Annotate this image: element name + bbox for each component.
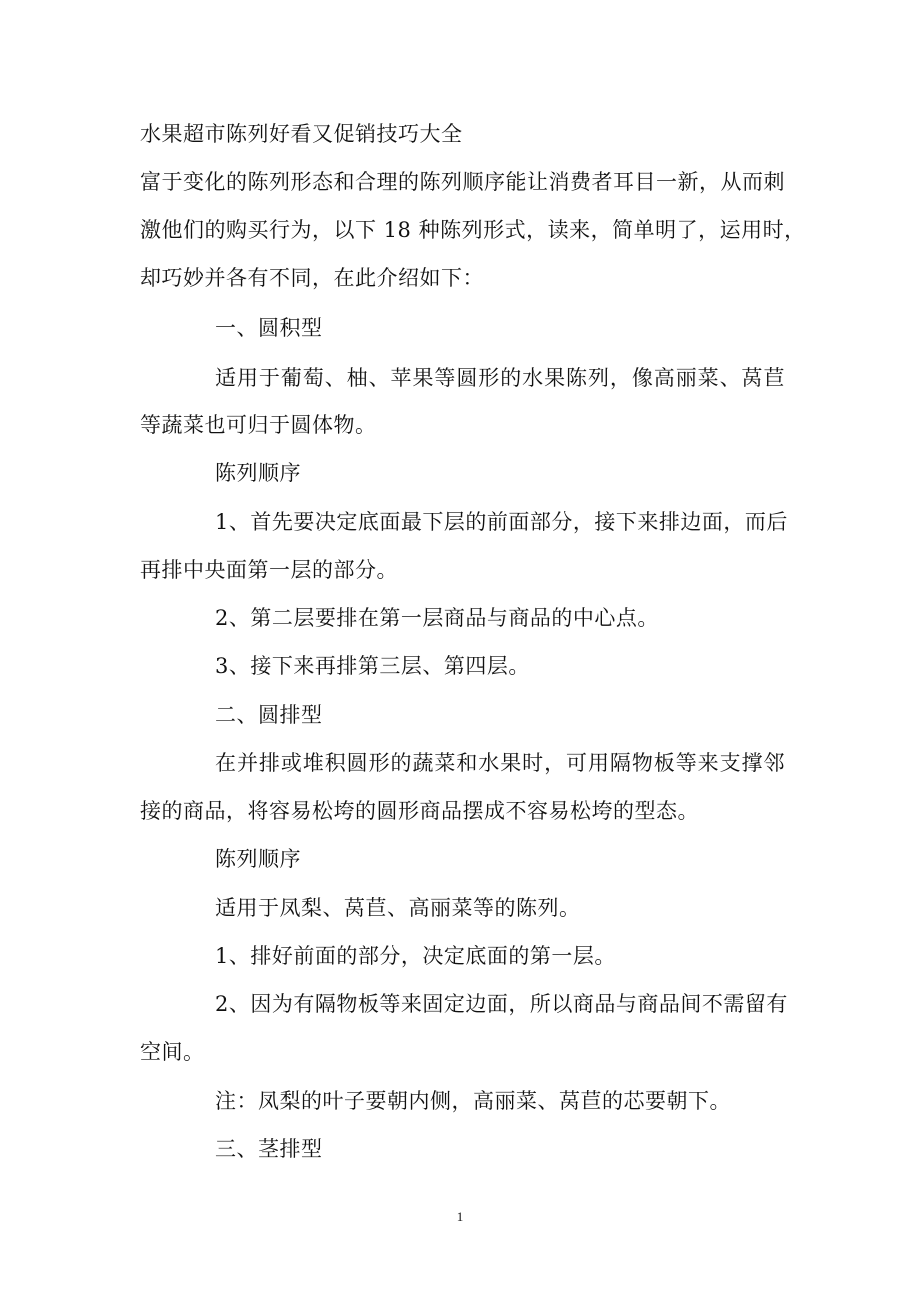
page-number: 1 xyxy=(456,1209,464,1224)
section-2-order-heading: 陈列顺序 xyxy=(215,847,301,871)
document-title: 水果超市陈列好看又促销技巧大全 xyxy=(140,122,463,146)
section-2-desc-line-1: 在并排或堆积圆形的蔬菜和水果时，可用隔物板等来支撑邻 xyxy=(215,751,785,775)
section-1-order-heading: 陈列顺序 xyxy=(215,461,301,485)
section-1-desc-line-1: 适用于葡萄、柚、苹果等圆形的水果陈列，像高丽菜、莴苣 xyxy=(215,366,785,390)
section-1-step-3: 3、接下来再排第三层、第四层。 xyxy=(215,654,530,678)
intro-line-2: 激他们的购买行为，以下 18 种陈列形式，读来，简单明了，运用时， xyxy=(140,218,806,242)
section-1-desc-line-2: 等蔬菜也可归于圆体物。 xyxy=(140,413,377,437)
section-1-step-1-line-1: 1、首先要决定底面最下层的前面部分，接下来排边面，而后 xyxy=(215,510,788,534)
section-2-applies: 适用于凤梨、莴苣、高丽菜等的陈列。 xyxy=(215,896,581,920)
intro-line-1: 富于变化的陈列形态和合理的陈列顺序能让消费者耳目一新，从而刺 xyxy=(140,170,785,194)
section-2-step-2-line-1: 2、因为有隔物板等来固定边面，所以商品与商品间不需留有 xyxy=(215,992,788,1016)
section-1-step-2: 2、第二层要排在第一层商品与商品的中心点。 xyxy=(215,606,659,630)
intro-line-3: 却巧妙并各有不同，在此介绍如下： xyxy=(140,266,484,290)
section-1-step-1-line-2: 再排中央面第一层的部分。 xyxy=(140,558,398,582)
section-2-note: 注：凤梨的叶子要朝内侧，高丽菜、莴苣的芯要朝下。 xyxy=(215,1089,731,1113)
section-2-heading: 二、圆排型 xyxy=(215,703,323,727)
section-2-desc-line-2: 接的商品，将容易松垮的圆形商品摆成不容易松垮的型态。 xyxy=(140,799,699,823)
section-2-step-1: 1、排好前面的部分，决定底面的第一层。 xyxy=(215,944,616,968)
section-2-step-2-line-2: 空间。 xyxy=(140,1040,205,1064)
section-3-heading: 三、茎排型 xyxy=(215,1137,323,1161)
section-1-heading: 一、圆积型 xyxy=(215,316,323,340)
